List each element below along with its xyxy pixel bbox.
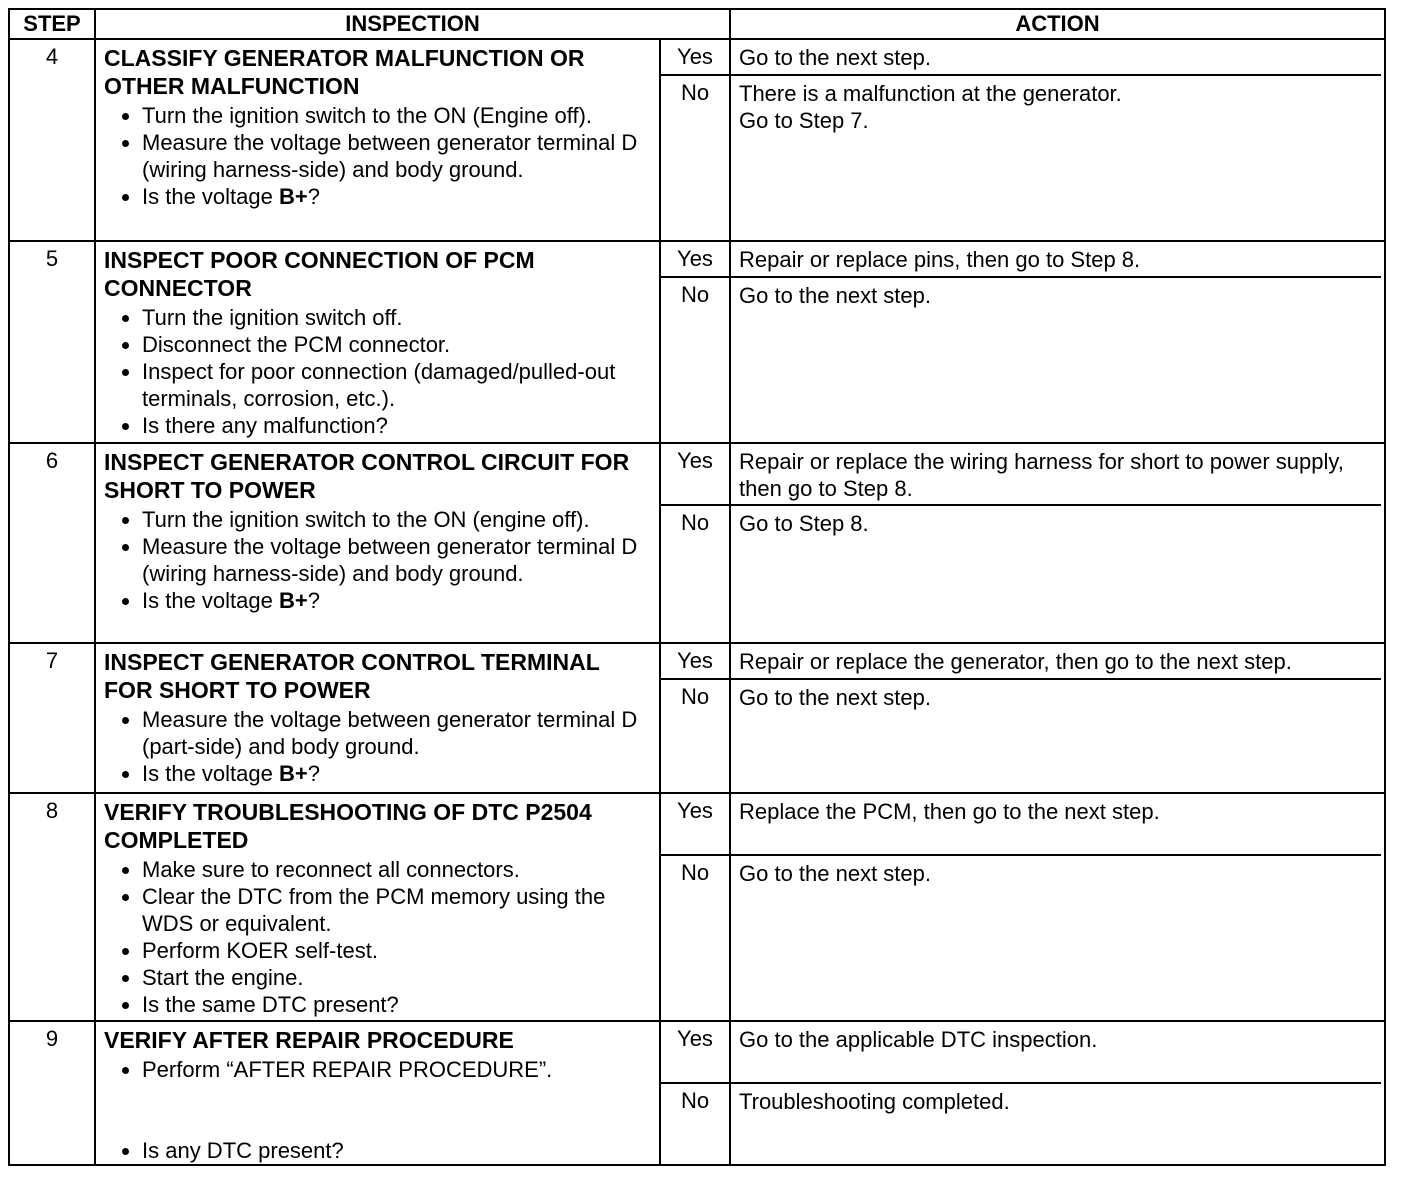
yes-label: Yes (661, 794, 731, 854)
inspection-bullets (104, 102, 651, 210)
no-action: Go to the next step. (739, 283, 932, 308)
list-item: • Make sure to reconnect all connectors. (142, 856, 651, 883)
yes-action: Repair or replace the wiring harness for short to power supply, then go to Step 8. (739, 449, 1344, 501)
no-branch (661, 506, 1381, 642)
result-cell (661, 1022, 1381, 1164)
no-action: Go to the next step. (739, 685, 932, 710)
list-item: • Perform “AFTER REPAIR PROCEDURE”. (142, 1056, 651, 1083)
no-action: There is a malfunction at the generator. Go to Step 7. (739, 81, 1122, 133)
list-item: • Inspect for poor connection (damaged/pulled-out terminals, corrosion, etc.). (142, 358, 651, 412)
yes-label: Yes (661, 444, 731, 504)
step-number: 7 (10, 644, 96, 792)
yes-label: Yes (661, 40, 731, 74)
list-item: • Is there any malfunction? (142, 412, 651, 439)
inspection-bullets (104, 856, 651, 1018)
list-item: • Is the same DTC present? (142, 991, 651, 1018)
header-inspection: INSPECTION (96, 10, 731, 40)
yes-branch (661, 444, 1381, 506)
header-action: ACTION (731, 10, 1384, 40)
inspection-cell (96, 644, 661, 792)
result-cell (661, 444, 1381, 642)
inspection-bullets (104, 304, 651, 439)
table-row (10, 644, 1384, 794)
no-label: No (661, 506, 731, 642)
yes-action: Replace the PCM, then go to the next step. (739, 799, 1160, 824)
no-branch (661, 76, 1381, 240)
table-row (10, 794, 1384, 1022)
result-cell (661, 794, 1381, 1020)
inspection-title: INSPECT POOR CONNECTION OF PCM CONNECTOR (104, 247, 535, 301)
inspection-cell (96, 40, 661, 240)
list-item: • Measure the voltage between generator terminal D (wiring harness-side) and body ground. (142, 129, 651, 183)
no-label: No (661, 1084, 731, 1164)
step-number: 4 (10, 40, 96, 240)
yes-action: Repair or replace pins, then go to Step 8. (739, 247, 1141, 272)
inspection-cell (96, 444, 661, 642)
yes-label: Yes (661, 1022, 731, 1082)
inspection-bullets (104, 706, 651, 787)
inspection-title: INSPECT GENERATOR CONTROL TERMINAL FOR SHORT TO POWER (104, 649, 600, 703)
yes-branch (661, 794, 1381, 856)
table-row (10, 444, 1384, 644)
inspection-cell (96, 794, 661, 1020)
no-label: No (661, 278, 731, 442)
inspection-bullets (104, 506, 651, 614)
list-item: • Measure the voltage between generator terminal D (wiring harness-side) and body ground. (142, 533, 651, 587)
yes-branch (661, 242, 1381, 278)
list-item: • Disconnect the PCM connector. (142, 331, 651, 358)
no-label: No (661, 680, 731, 792)
inspection-title: VERIFY TROUBLESHOOTING OF DTC P2504 COMPLETED (104, 799, 592, 853)
header-step: STEP (10, 10, 96, 40)
yes-branch (661, 644, 1381, 680)
yes-label: Yes (661, 644, 731, 678)
inspection-title: CLASSIFY GENERATOR MALFUNCTION OR OTHER MALFUNCTION (104, 45, 585, 99)
list-item: • Turn the ignition switch off. (142, 304, 651, 331)
step-number: 5 (10, 242, 96, 442)
list-item: • Perform KOER self-test. (142, 937, 651, 964)
no-action: Go to Step 8. (739, 511, 869, 536)
yes-branch (661, 1022, 1381, 1084)
no-action: Troubleshooting completed. (739, 1089, 1010, 1114)
yes-label: Yes (661, 242, 731, 276)
list-item: • Turn the ignition switch to the ON (Engine off). (142, 102, 651, 129)
no-branch (661, 856, 1381, 1020)
step-number: 8 (10, 794, 96, 1020)
no-branch (661, 1084, 1381, 1164)
step-number: 6 (10, 444, 96, 642)
list-item: • Is the voltage B+? (142, 760, 651, 787)
list-item: • Is the voltage B+? (142, 183, 651, 210)
no-branch (661, 278, 1381, 442)
inspection-title: VERIFY AFTER REPAIR PROCEDURE (104, 1027, 514, 1053)
result-cell (661, 40, 1381, 240)
no-branch (661, 680, 1381, 792)
list-item: • Start the engine. (142, 964, 651, 991)
table-row (10, 242, 1384, 444)
yes-branch (661, 40, 1381, 76)
result-cell (661, 242, 1381, 442)
list-item: • Is any DTC present? (142, 1137, 651, 1164)
inspection-title: INSPECT GENERATOR CONTROL CIRCUIT FOR SHORT TO POWER (104, 449, 630, 503)
list-item: • Measure the voltage between generator terminal D (part-side) and body ground. (142, 706, 651, 760)
step-number: 9 (10, 1022, 96, 1164)
table-row (10, 40, 1384, 242)
no-label: No (661, 856, 731, 1020)
no-label: No (661, 76, 731, 240)
table-row (10, 1022, 1384, 1164)
inspection-bullets (104, 1056, 651, 1164)
yes-action: Go to the applicable DTC inspection. (739, 1027, 1098, 1052)
list-item: • Clear the DTC from the PCM memory using the WDS or equivalent. (142, 883, 651, 937)
inspection-cell (96, 1022, 661, 1164)
no-action: Go to the next step. (739, 861, 932, 886)
inspection-cell (96, 242, 661, 442)
result-cell (661, 644, 1381, 792)
list-item: • Turn the ignition switch to the ON (engine off). (142, 506, 651, 533)
yes-action: Repair or replace the generator, then go to the next step. (739, 649, 1292, 674)
list-item: • Is the voltage B+? (142, 587, 651, 614)
yes-action: Go to the next step. (739, 45, 932, 70)
troubleshooting-table (8, 8, 1386, 1166)
